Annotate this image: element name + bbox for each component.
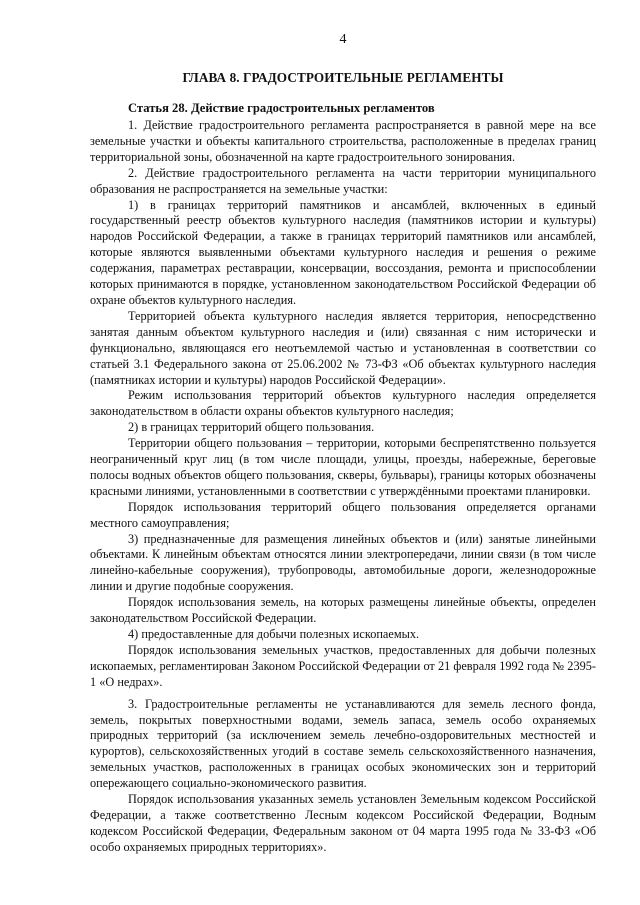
page-number: 4 [339, 32, 347, 47]
paragraph-12: Порядок использования земельных участков, предоставленных для добычи полезных ископаемых, регламентирован Законом Российской Федерации от 21 февраля 1992 года № 2395-1 «О недрах». [90, 642, 596, 689]
paragraph-8: Порядок использования территорий общего пользования определяется органами местного самоуправления; [90, 499, 596, 530]
paragraph-5: Режим использования территорий объектов культурного наследия определяется законодательством в области охраны объектов культурного наследия; [90, 388, 596, 419]
paragraph-14: Порядок использования указанных земель установлен Земельным кодексом Российской Федерации, а также соответственно Лесным кодексом Российской Федерации, Водным кодексом Российской Федерации, Федеральным законом от 04 марта 1995 года № 33-ФЗ «Об особо охраняемых природных территориях». [90, 792, 596, 854]
paragraph-7: Территории общего пользования – территории, которыми беспрепятственно пользуется неограниченный круг лиц (в том числе площади, улицы, проезды, набережные, береговые полосы водных объектов общего пользования, скверы, бульвары), границы которых обозначены красными линиями, установленными в соответствии с утверждёнными проектами планировки. [90, 436, 596, 498]
chapter-title: ГЛАВА 8. ГРАДОСТРОИТЕЛЬНЫЕ РЕГЛАМЕНТЫ [182, 70, 504, 85]
paragraph-13: 3. Градостроительные регламенты не устанавливаются для земель лесного фонда, земель, покрытых поверхностными водами, земель запаса, земель особо охраняемых природных территорий (за исключением земель лечебно-оздоровительных местностей и курортов), сельскохозяйственных угодий в составе земель сельскохозяйственного назначения, земельных участков, расположенных в границах особых экономических зон и территорий опережающего социально-экономического развития. [90, 696, 596, 791]
paragraph-2: 2. Действие градостроительного регламента на части территории муниципального образования не распространяется на земельные участки: [90, 165, 596, 196]
article-title: Статья 28. Действие градостроительных регламентов [128, 101, 435, 115]
paragraph-9: 3) предназначенные для размещения линейных объектов и (или) занятые линейными объектами. К линейным объектам относятся линии электропередачи, линии связи (в том числе линейно-кабельные сооружения), трубопроводы, автомобильные дороги, железнодорожные линии и другие подобные сооружения. [90, 531, 596, 594]
document-page [90, 30, 596, 856]
paragraph-1: 1. Действие градостроительного регламента распространяется в равной мере на все земельные участки и объекты капитального строительства, расположенные в пределах границ территориальной зоны, обозначенной на карте градостроительного зонирования. [90, 118, 596, 164]
paragraph-3: 1) в границах территорий памятников и ансамблей, включенных в единый государственный реестр объектов культурного наследия (памятников истории и культуры) народов Российской Федерации, а также в границах территорий памятников или ансамблей, которые являются выявленными объектами культурного наследия и решения о режиме содержания, параметрах реставрации, консервации, воссоздания, ремонта и приспособлении которых принимаются в порядке, установленном законодательством Российской Федерации об охране объектов культурного наследия. [90, 197, 596, 307]
paragraph-10: Порядок использования земель, на которых размещены линейные объекты, определен законодательством Российской Федерации. [90, 595, 596, 626]
paragraph-11: 4) предоставленные для добычи полезных ископаемых. [128, 627, 420, 641]
paragraph-4: Территорией объекта культурного наследия является территория, непосредственно занятая данным объектом культурного наследия и (или) связанная с ним исторически и функционально, являющаяся его неотъемлемой частью и установленная в соответствии со статьей 3.1 Федерального закона от 25.06.2002 № 73-ФЗ «Об объектах культурного наследия (памятниках истории и культуры) народов Российской Федерации». [90, 308, 596, 387]
paragraph-6: 2) в границах территорий общего пользования. [128, 420, 375, 435]
